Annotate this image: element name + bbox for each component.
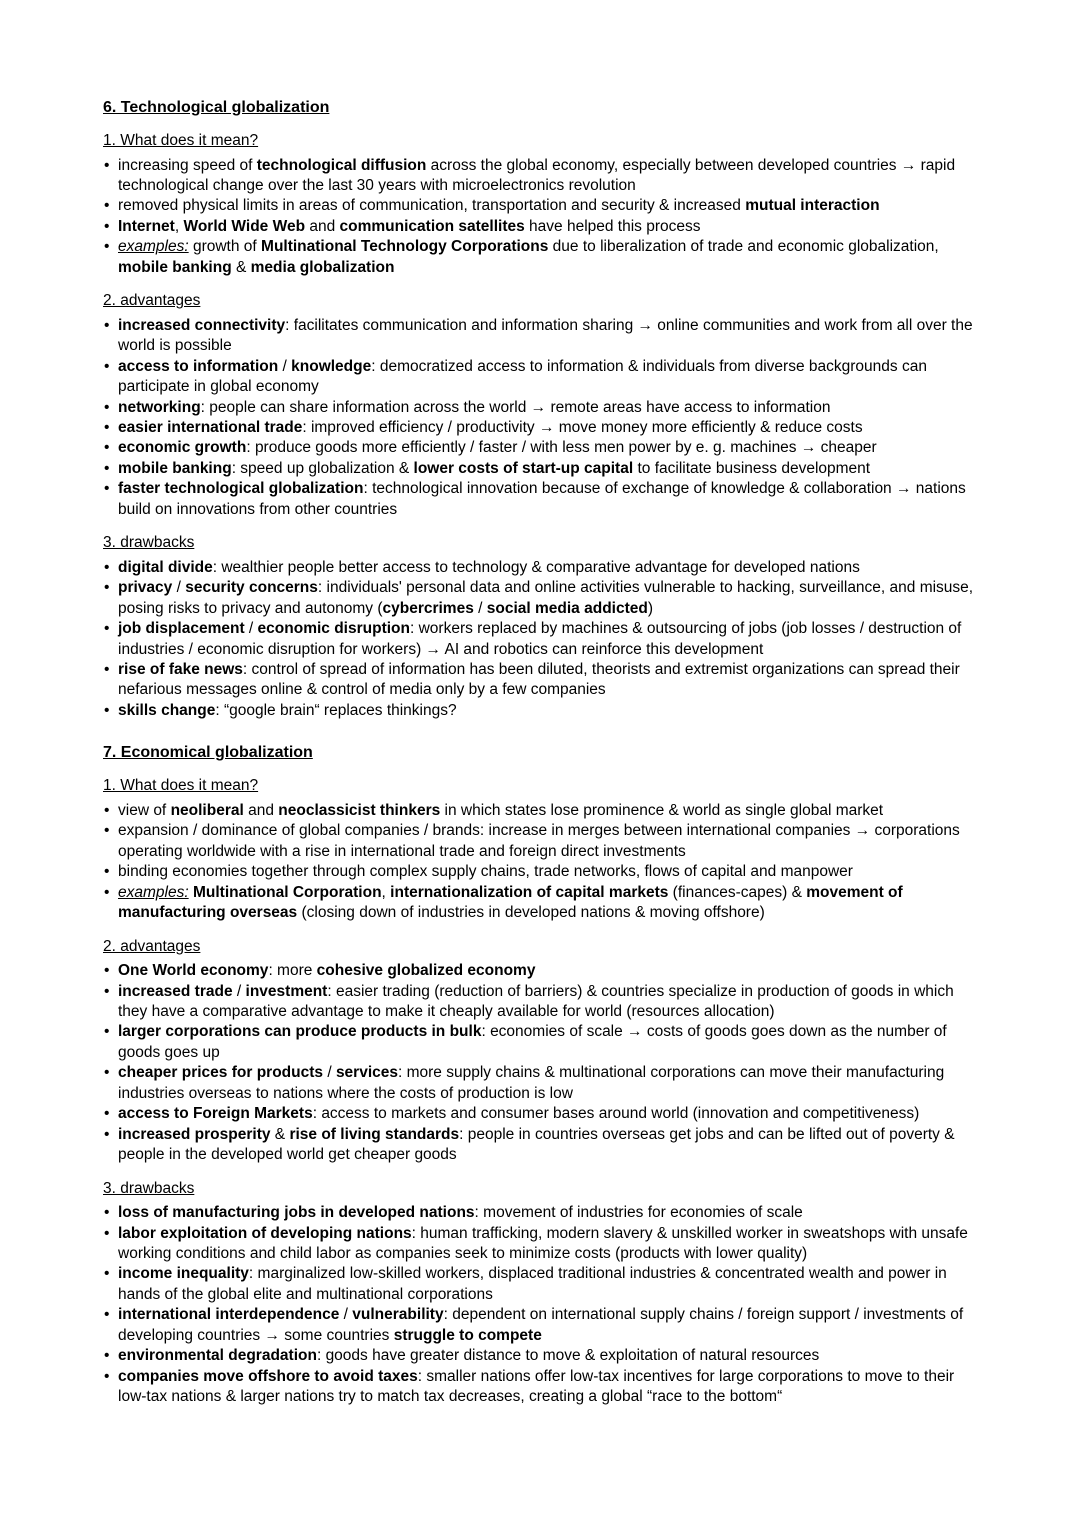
text-segment: technological diffusion [256,156,427,174]
text-segment: : democratized access to information & individuals from diverse backgrounds can participate in global economy [118,357,927,396]
text-segment: in which states lose prominence & world as single global market [440,801,884,819]
text-segment: job displacement [118,620,245,638]
text-segment: : easier trading (reduction of barriers) & countries specialize in production of goods in which they have a comparative advantage to make it cheaply available for world (resources allocation) [118,982,954,1020]
bullet-item [103,1367,976,1408]
subsection-heading: 1. What does it mean? [103,777,259,795]
bullet-item [103,1104,976,1124]
text-segment: cohesive globalized economy [316,962,536,980]
document-body [103,97,976,1408]
text-segment: : facilitates communication and information sharing → online communities and work from all over the world is possible [118,316,973,355]
text-segment: : more [268,962,317,980]
bullet-list [103,316,976,521]
text-segment: : access to markets and consumer bases around world (innovation and competitiveness) [312,1105,920,1123]
bullet-item [103,398,976,418]
text-segment: growth of [188,238,262,256]
bullet-list [103,156,976,279]
text-segment: : economies of scale → costs of goods goes down as the number of goods goes up [118,1023,947,1061]
bullet-list [103,558,976,722]
bullet-item [103,1224,976,1265]
bullet-item [103,357,976,398]
text-segment: cybercrimes [382,599,474,617]
text-segment: : human trafficking, modern slavery & unskilled worker in sweatshops with unsafe working conditions and child labor as companies seek to minimize costs (products with lower quality) [118,1224,968,1262]
text-segment: digital divide [118,558,213,576]
text-segment: : technological innovation because of exchange of knowledge & collaboration → nations build on innovations from other countries [118,480,966,518]
text-segment: : more supply chains & multinational corporations can move their manufacturing industries overseas to nations where the costs of production is low [118,1064,945,1102]
bullet-list [103,961,976,1166]
subsection-heading: 1. What does it mean? [103,132,259,150]
text-segment: vulnerability [352,1306,444,1324]
text-segment: due to liberalization of trade and economic globalization, [548,238,939,256]
bullet-list [103,1203,976,1408]
text-segment: & [270,1125,290,1143]
subsection-heading: 3. drawbacks [103,1179,195,1197]
text-segment: internationalization of capital markets [390,883,669,901]
bullet-item [103,438,976,458]
bullet-item [103,961,976,981]
text-segment: access to Foreign Markets [118,1105,313,1123]
text-segment: / [278,357,292,375]
text-segment: : improved efficiency / productivity → move money more efficiently & reduce costs [302,419,863,436]
text-segment: cheaper prices for products [118,1064,324,1082]
text-segment: skills change [118,701,216,719]
text-segment: mobile banking [118,459,232,477]
text-segment: : goods have greater distance to move & exploitation of natural resources [316,1347,820,1365]
text-segment: examples: [118,238,189,256]
text-segment: loss of manufacturing jobs in developed nations [118,1204,475,1222]
text-segment: economic growth [118,439,247,457]
text-segment: environmental degradation [118,1347,317,1365]
bullet-item [103,1022,976,1063]
text-segment: expansion / dominance of global companies / brands: increase in merges between international companies → corporations operating worldwide with a rise in international trade and foreign direct investments [118,822,960,860]
text-segment: across the global economy, especially between developed countries → rapid technological change over the last 30 years with microelectronics revolution [118,156,956,195]
text-segment: : produce goods more efficiently / faster / with less men power by e. g. machines → cheaper [246,439,877,457]
bullet-item [103,660,976,701]
text-segment: : wealthier people better access to technology & comparative advantage for developed nations [212,558,860,576]
text-segment: faster technological globalization [118,480,364,498]
section [103,742,976,1407]
text-segment: larger corporations can produce products in bulk [118,1023,482,1041]
text-segment: movement of manufacturing overseas [118,883,903,922]
text-segment: increased connectivity [118,316,286,334]
text-segment: / [232,982,246,1000]
bullet-item [103,237,976,278]
text-segment: / [473,599,487,617]
text-segment: access to information [118,357,279,375]
subsection-heading: 2. advantages [103,937,201,955]
text-segment: World Wide Web [183,217,306,235]
bullet-item [103,1305,976,1346]
text-segment: and [243,801,279,819]
text-segment: , [381,883,391,901]
subsection-heading: 3. drawbacks [103,534,195,552]
text-segment: & [231,258,251,276]
text-segment: media globalization [250,258,395,276]
text-segment: : people can share information across the world → remote areas have access to information [200,398,831,416]
text-segment: investment [245,982,328,1000]
text-segment: easier international trade [118,419,303,436]
bullet-item [103,316,976,357]
bullet-item [103,217,976,237]
text-segment: neoclassicist thinkers [278,801,441,819]
text-segment: : individuals' personal data and online activities vulnerable to hacking, surveillance, and misuse, posing risks to privacy and autonomy ( [118,579,974,617]
text-segment: / [244,620,258,638]
text-segment: rise of living standards [289,1125,460,1143]
text-segment: examples: [118,883,189,901]
bullet-item [103,862,976,882]
bullet-item [103,1203,976,1223]
subsection-heading: 2. advantages [103,292,201,310]
text-segment: view of [118,801,171,819]
text-segment: : dependent on international supply chains / foreign support / investments of developing countries → some countries [118,1306,964,1344]
text-segment: companies move offshore to avoid taxes [118,1367,418,1385]
text-segment: struggle to compete [393,1326,542,1344]
text-segment: : control of spread of information has been diluted, theorists and extremist organizations can spread their nefarious messages online & control of media only by a few companies [118,660,960,699]
text-segment: labor exploitation of developing nations [118,1224,412,1242]
text-segment: increased prosperity [118,1125,271,1143]
text-segment: / [323,1064,336,1082]
text-segment: : speed up globalization & [231,459,414,477]
text-segment: / [339,1306,353,1324]
text-segment: : smaller nations offer low-tax incentives for large corporations to move to their low-tax nations & larger nations try to match tax decreases, creating a global “race to the bottom“ [118,1367,955,1406]
text-segment: ) [647,599,654,617]
text-segment: (closing down of industries in developed nations & moving offshore) [297,904,765,922]
bullet-item [103,1063,976,1104]
section [103,97,976,721]
text-segment: security concerns [185,579,318,597]
text-segment: binding economies together through complex supply chains, trade networks, flows of capital and manpower [118,863,853,881]
bullet-item [103,619,976,660]
bullet-item [103,459,976,479]
text-segment: increasing speed of [118,156,257,174]
bullet-item [103,801,976,821]
text-segment: rise of fake news [118,660,243,678]
bullet-item [103,196,976,216]
bullet-item [103,982,976,1023]
text-segment: Internet [118,217,175,235]
text-segment: increased trade [118,982,233,1000]
bullet-item [103,578,976,619]
text-segment: knowledge [291,357,372,375]
bullet-item [103,701,976,721]
bullet-item [103,558,976,578]
text-segment: and [305,217,340,235]
section-title: 7. Economical globalization [103,744,313,762]
text-segment: lower costs of start-up capital [413,459,634,477]
bullet-item [103,821,976,862]
text-segment: services [335,1064,398,1082]
bullet-item [103,418,976,438]
bullet-item [103,883,976,924]
text-segment: , [174,217,184,235]
bullet-item [103,1346,976,1366]
text-segment: removed physical limits in areas of communication, transportation and security & increased [118,197,746,215]
text-segment: (finances-capes) & [668,883,807,901]
text-segment: mobile banking [118,258,232,276]
text-segment: : movement of industries for economies of scale [474,1204,803,1222]
text-segment: / [172,579,186,597]
text-segment: : workers replaced by machines & outsourcing of jobs (job losses / destruction of industries / economic disruption for workers) → AI and robotics can reinforce this development [118,620,962,658]
section-title: 6. Technological globalization [103,99,330,116]
text-segment: networking [118,398,201,416]
text-segment: to facilitate business development [633,459,871,477]
text-segment: mutual interaction [745,197,880,215]
text-segment: communication satellites [339,217,525,235]
bullet-item [103,479,976,520]
text-segment: international interdependence [118,1306,340,1324]
bullet-item [103,1125,976,1166]
text-segment: privacy [118,579,173,597]
bullet-item [103,1264,976,1305]
text-segment: economic disruption [257,620,410,638]
text-segment: Multinational Corporation [192,883,382,901]
text-segment: : marginalized low-skilled workers, displaced traditional industries & concentrated wealth and power in hands of the global elite and multinational corporations [118,1265,947,1303]
text-segment: social media addicted [486,599,648,617]
text-segment: income inequality [118,1265,249,1283]
text-segment: : “google brain“ replaces thinkings? [215,701,457,719]
text-segment: have helped this process [524,217,701,235]
bullet-list [103,801,976,924]
bullet-item [103,156,976,197]
text-segment: Multinational Technology Corporations [261,238,549,256]
text-segment: : people in countries overseas get jobs and can be lifted out of poverty & people in the developed world get cheaper goods [118,1125,955,1164]
text-segment: neoliberal [170,801,244,819]
text-segment: One World economy [118,962,269,980]
